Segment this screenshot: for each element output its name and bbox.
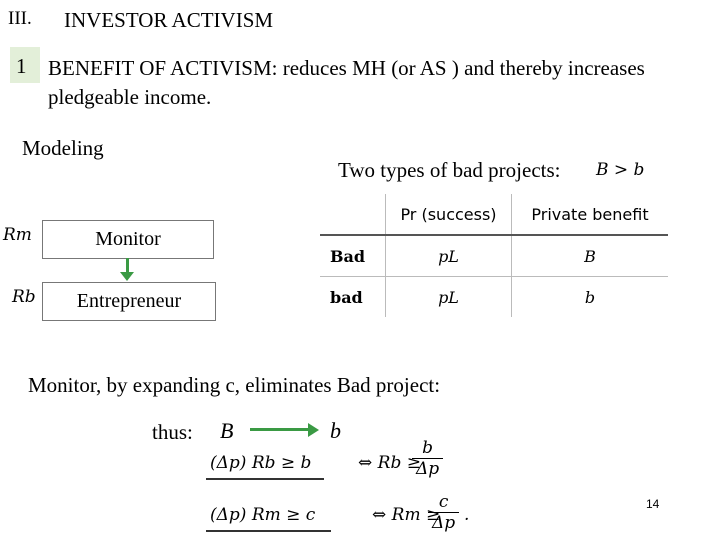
table-cell: pL bbox=[386, 277, 512, 318]
rm-label: Rm bbox=[3, 225, 32, 245]
table-cell: pL bbox=[386, 235, 512, 277]
table-header-cell bbox=[320, 194, 386, 235]
bullet-text: BENEFIT OF ACTIVISM: reduces MH (or AS ) and thereby increases pledgeable income. bbox=[48, 56, 645, 109]
right-arrow-icon bbox=[308, 423, 319, 437]
monitor-box: Monitor bbox=[42, 220, 214, 259]
thus-label: thus: bbox=[152, 420, 193, 444]
right-arrow-shaft bbox=[250, 428, 312, 431]
table-cell: bad bbox=[320, 277, 386, 318]
table-cell: B bbox=[512, 235, 669, 277]
fraction-numerator: c bbox=[438, 492, 449, 512]
table-row bbox=[320, 235, 668, 277]
thus-from: B bbox=[220, 418, 234, 443]
bullet-number: 1 bbox=[16, 54, 27, 78]
equation-2-underline bbox=[206, 530, 331, 532]
page-number: 14 bbox=[646, 497, 660, 511]
fraction-denominator: Δp bbox=[428, 512, 459, 533]
table-row bbox=[320, 277, 668, 318]
monitor-statement: Monitor, by expanding c, eliminates Bad project: bbox=[28, 373, 441, 397]
section-number: III. bbox=[8, 8, 32, 29]
modeling-label: Modeling bbox=[22, 136, 104, 160]
entrepreneur-box: Entrepreneur bbox=[42, 282, 216, 321]
equation-2-fraction bbox=[428, 492, 459, 533]
equation-2-lhs: (Δp) Rm ≥ c bbox=[210, 505, 316, 525]
table-header-cell: Pr (success) bbox=[386, 194, 512, 235]
fraction-numerator: b bbox=[422, 438, 434, 458]
equation-1-underline bbox=[206, 478, 324, 480]
projects-table bbox=[320, 194, 668, 317]
down-arrow-icon bbox=[120, 272, 134, 281]
fraction-denominator: Δp bbox=[412, 458, 443, 479]
equation-1-lhs: (Δp) Rb ≥ b bbox=[210, 453, 312, 473]
table-cell: Bad bbox=[320, 235, 386, 277]
equation-1-rhs: ⇔ Rb ≥ bbox=[358, 453, 421, 473]
equation-2-period: . bbox=[464, 505, 470, 525]
section-title: INVESTOR ACTIVISM bbox=[64, 8, 274, 32]
thus-to: b bbox=[330, 418, 341, 443]
table-cell: b bbox=[584, 287, 596, 307]
equation-2-rhs: ⇔ Rm ≥ bbox=[372, 505, 441, 525]
two-types-label: Two types of bad projects: bbox=[338, 158, 561, 182]
table-header-row bbox=[320, 194, 668, 235]
rb-label: Rb bbox=[12, 287, 36, 307]
main-inequality: B > b bbox=[596, 160, 645, 180]
table-header-cell: Private benefit bbox=[512, 194, 669, 235]
equation-1-fraction bbox=[412, 438, 443, 479]
